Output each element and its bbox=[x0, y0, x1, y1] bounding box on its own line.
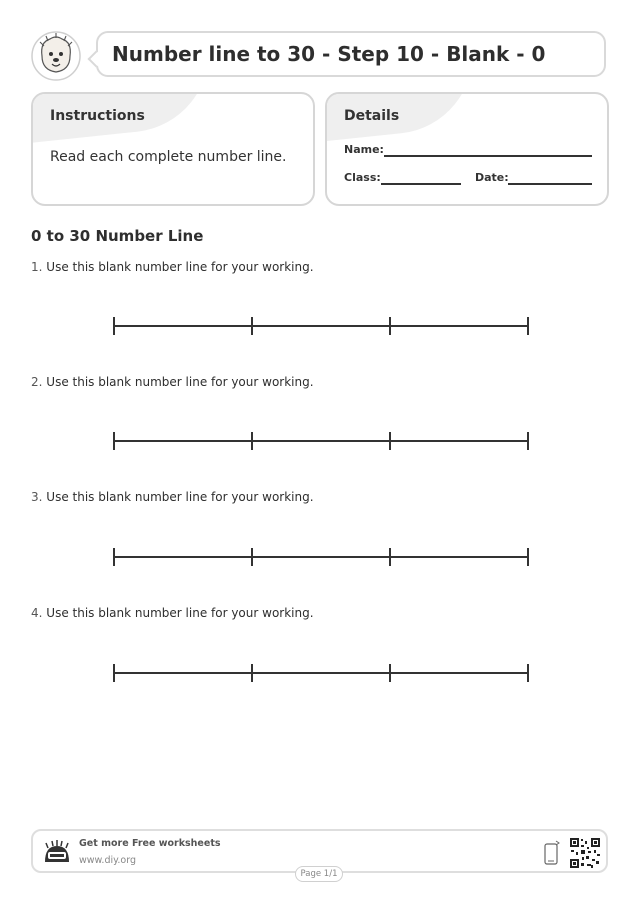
question-1 bbox=[31, 260, 314, 274]
details-heading: Details bbox=[344, 108, 400, 124]
phone-icon bbox=[543, 839, 561, 867]
question-text: Use this blank number line for your working. bbox=[46, 490, 314, 504]
footer-promo: Get more Free worksheets bbox=[79, 838, 221, 849]
number-line-4 bbox=[112, 661, 530, 685]
qr-code-icon[interactable] bbox=[569, 837, 601, 869]
class-field[interactable] bbox=[381, 183, 461, 185]
question-text: Use this blank number line for your working. bbox=[46, 260, 314, 274]
page-title-text: Number line to 30 - Step 10 - Blank - 0 bbox=[112, 42, 546, 66]
number-line-2 bbox=[112, 429, 530, 453]
page-indicator bbox=[295, 866, 343, 882]
question-3 bbox=[31, 490, 314, 504]
number-line-1 bbox=[112, 314, 530, 338]
hedgehog-mascot-icon bbox=[30, 30, 82, 82]
number-line-3 bbox=[112, 545, 530, 569]
name-field[interactable] bbox=[384, 155, 592, 157]
question-text: Use this blank number line for your working. bbox=[46, 606, 314, 620]
name-label: Name: bbox=[344, 143, 384, 156]
question-number: 2. bbox=[31, 375, 43, 389]
question-number: 3. bbox=[31, 490, 43, 504]
date-label: Date: bbox=[475, 171, 509, 184]
footer-link[interactable]: www.diy.org bbox=[79, 855, 136, 866]
question-number: 1. bbox=[31, 260, 43, 274]
instructions-text: Read each complete number line. bbox=[50, 149, 287, 165]
question-2 bbox=[31, 375, 314, 389]
page-number: Page 1/1 bbox=[300, 869, 338, 879]
question-number: 4. bbox=[31, 606, 43, 620]
date-field[interactable] bbox=[508, 183, 592, 185]
question-text: Use this blank number line for your working. bbox=[46, 375, 314, 389]
instructions-card bbox=[31, 92, 315, 206]
diy-logo-icon[interactable] bbox=[43, 840, 71, 864]
section-title: 0 to 30 Number Line bbox=[31, 227, 204, 245]
instructions-heading: Instructions bbox=[50, 108, 145, 124]
details-card bbox=[325, 92, 609, 206]
question-4 bbox=[31, 606, 314, 620]
page-title bbox=[96, 31, 606, 77]
class-label: Class: bbox=[344, 171, 381, 184]
